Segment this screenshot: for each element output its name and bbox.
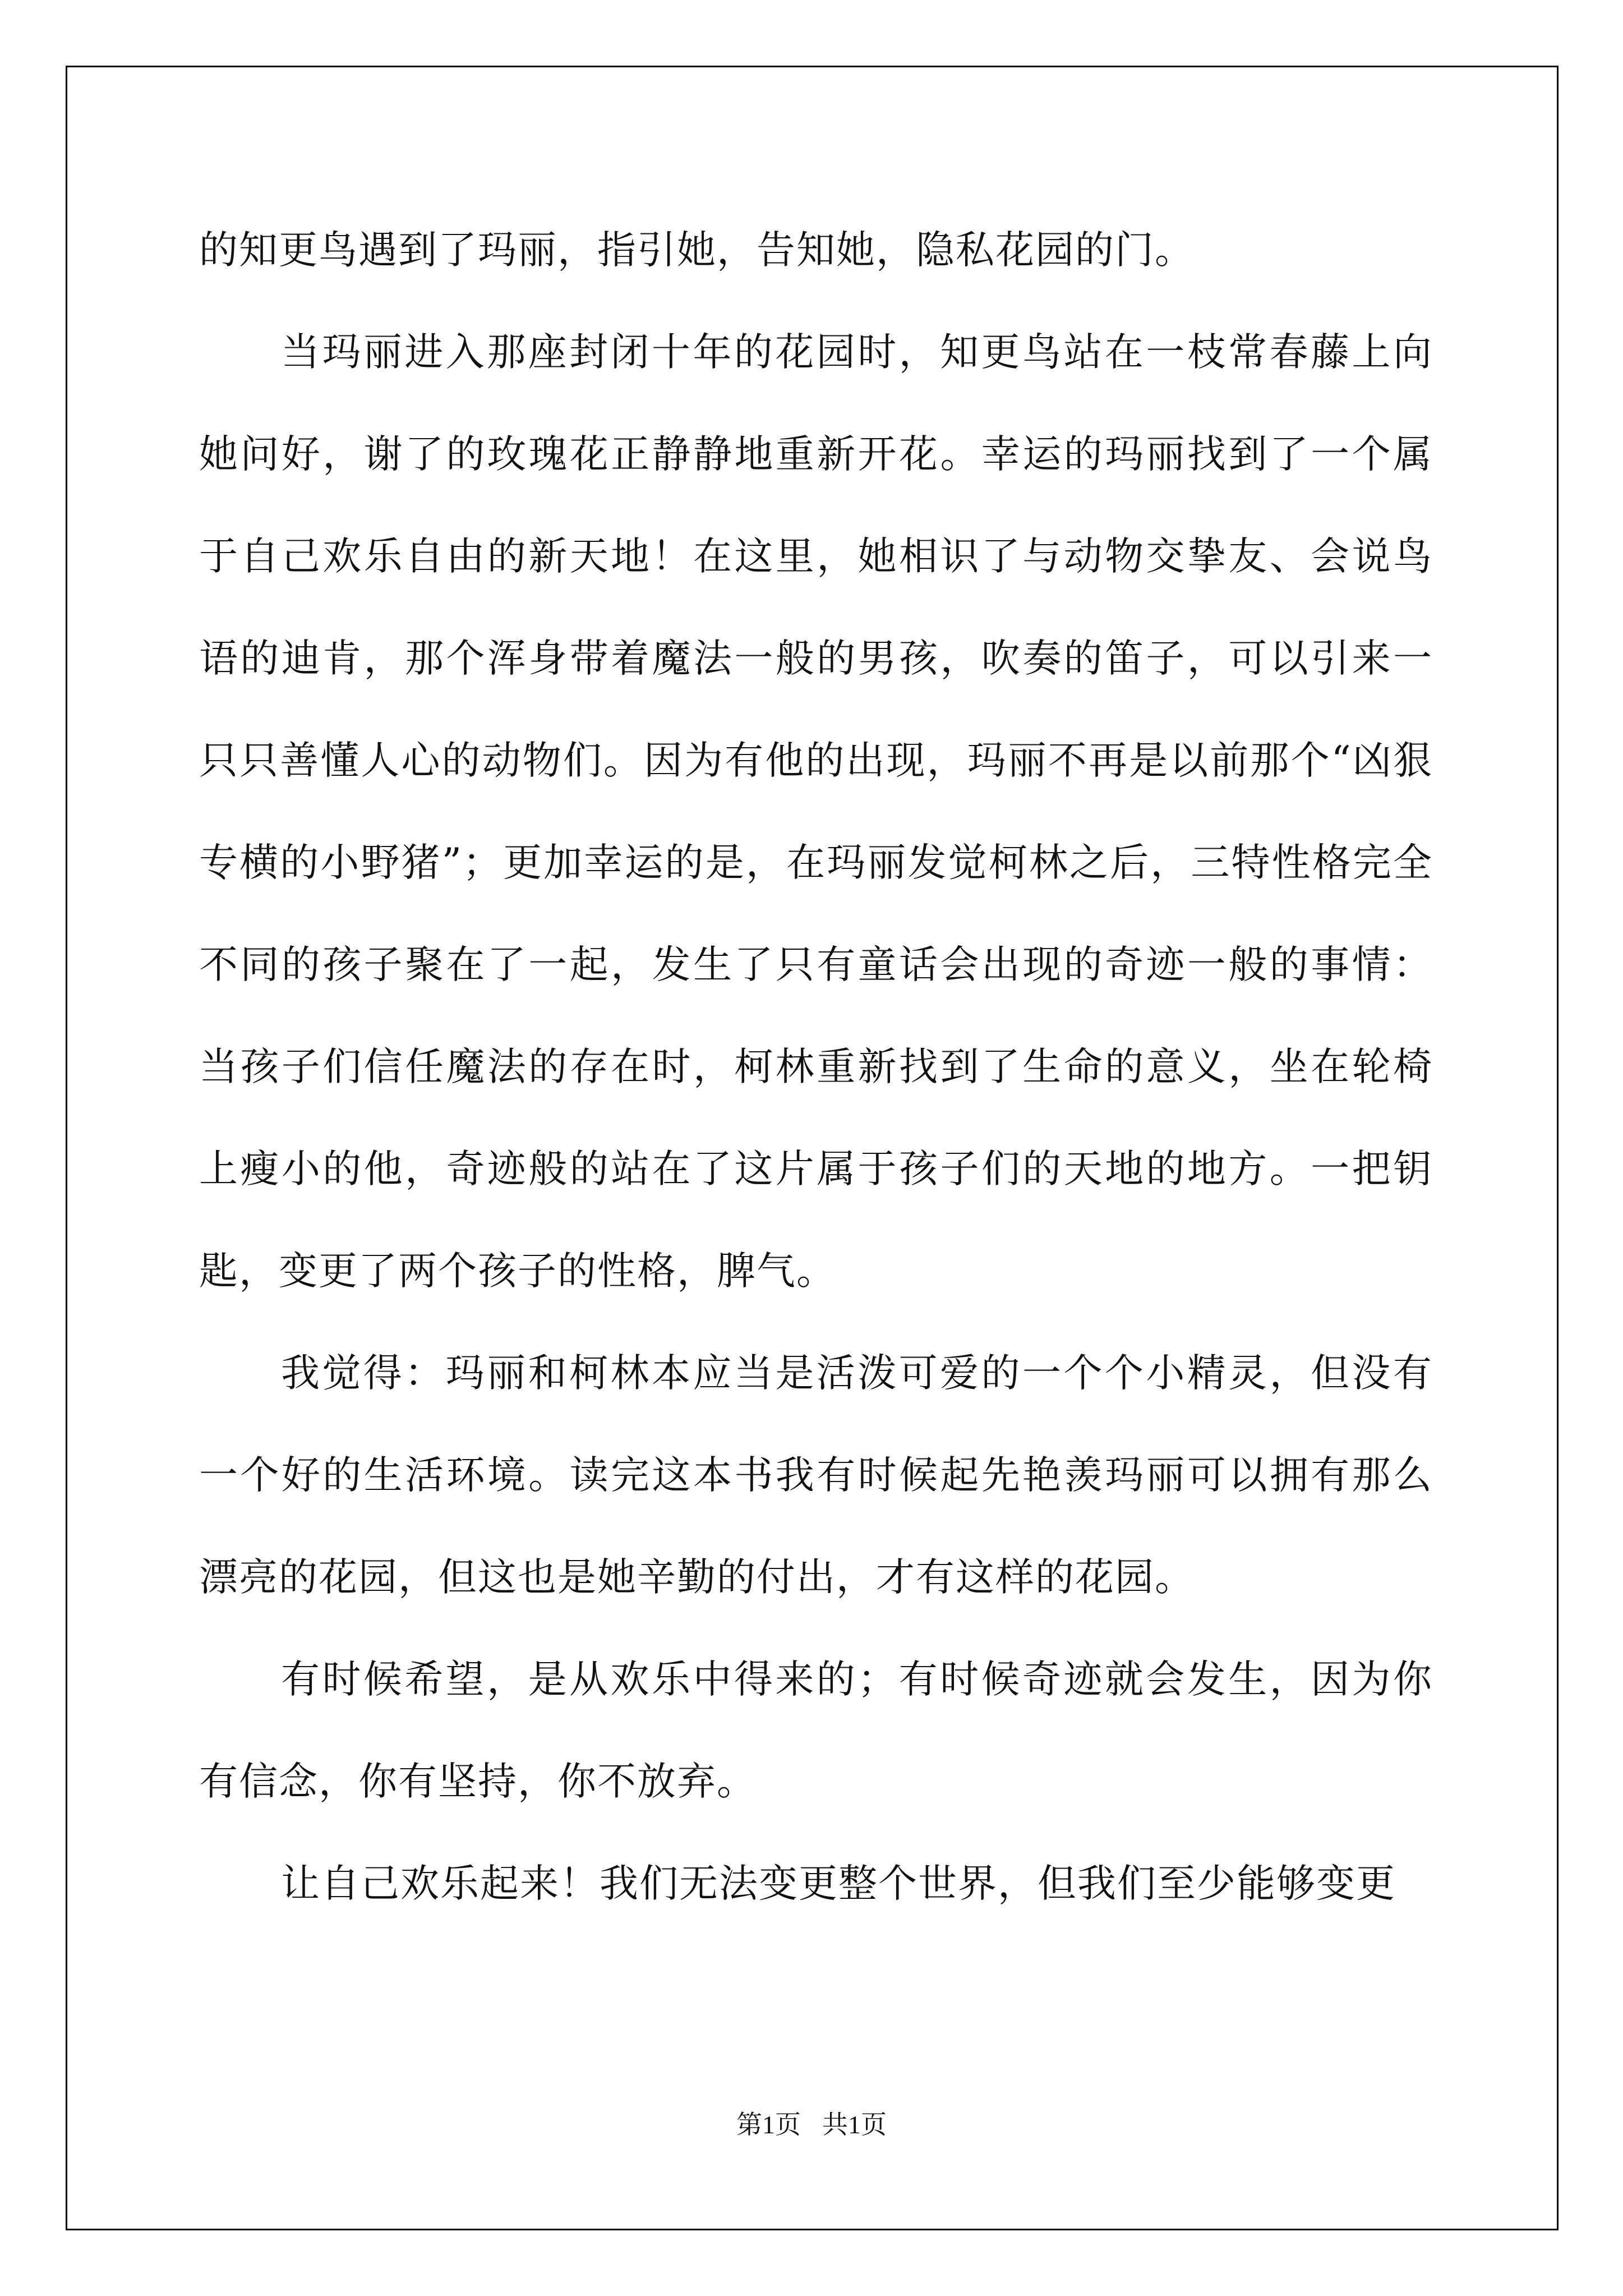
paragraph-4: 有时候希望，是从欢乐中得来的；有时候奇迹就会发生，因为你有信念，你有坚持，你不放弃。 <box>199 1657 1433 1804</box>
paragraph-5: 让自己欢乐起来！我们无法变更整个世界，但我们至少能够变更 <box>281 1861 1396 1906</box>
paragraph-2: 当玛丽进入那座封闭十年的花园时，知更鸟站在一枝常春藤上向她问好，谢了的玫瑰花正静静地重新开花。幸运的玛丽找到了一个属于自己欢乐自由的新天地！在这里，她相识了与动物交挚友、会说鸟语的迪肯，那个浑身带着魔法一般的男孩，吹奏的笛子，可以引来一只只善懂人心的动物们。因为有他的出现，玛丽不再是以前那个“凶狠专横的小野猪”；更加幸运的是，在玛丽发觉柯林之后，三特性格完全不同的孩子聚在了一起，发生了只有童话会出现的奇迹一般的事情：当孩子们信任魔法的存在时，柯林重新找到了生命的意义，坐在轮椅上瘦小的他，奇迹般的站在了这片属于孩子们的天地的地方。一把钥匙，变更了两个孩子的性格，脾气。 <box>199 330 1433 1294</box>
paragraph-1: 的知更鸟遇到了玛丽，指引她，告知她，隐私花园的门。 <box>199 228 1195 273</box>
paragraph-3: 我觉得：玛丽和柯林本应当是活泼可爱的一个个小精灵，但没有一个好的生活环境。读完这本书我有时候起先艳羡玛丽可以拥有那么漂亮的花园，但这也是她辛勤的付出，才有这样的花园。 <box>199 1351 1433 1600</box>
page-footer <box>0 2108 1623 2142</box>
page-number-total: 共1页 <box>822 2110 887 2139</box>
document-body <box>199 199 1433 1935</box>
page-number-current: 第1页 <box>736 2110 801 2139</box>
